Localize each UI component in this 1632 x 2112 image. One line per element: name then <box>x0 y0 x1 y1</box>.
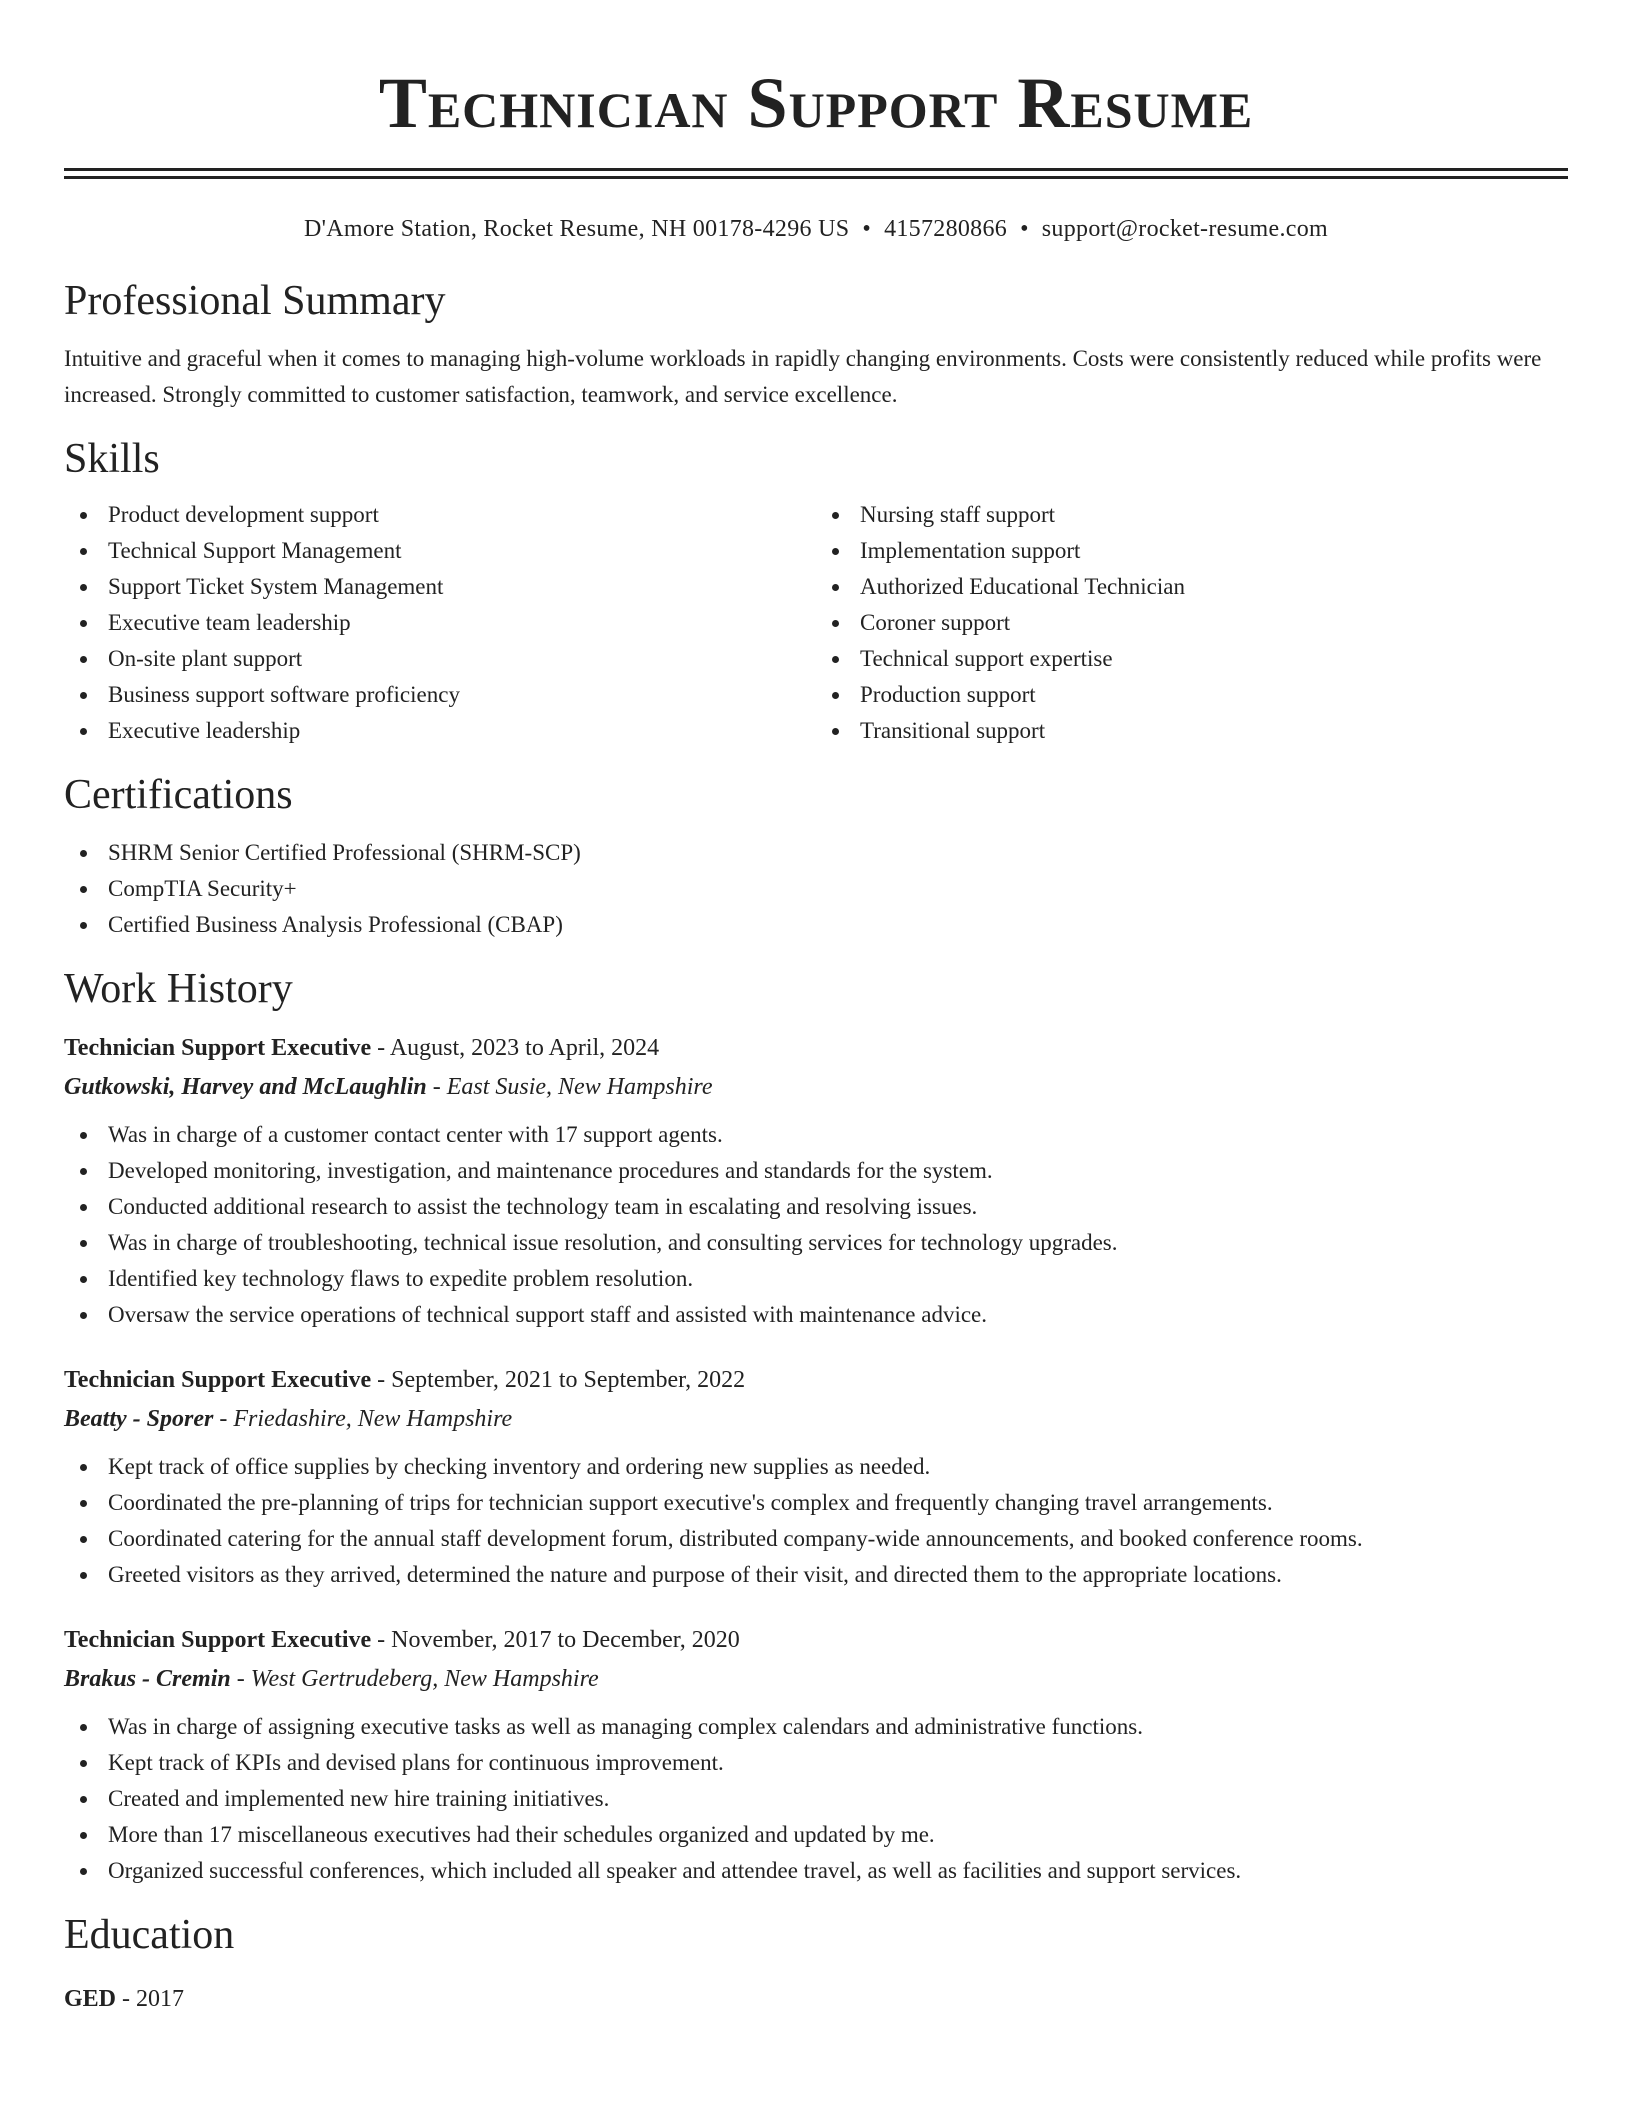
section-skills <box>64 433 1568 749</box>
job-bullet: Coordinated catering for the annual staff development forum, distributed company-wide announcements, and booked conference rooms. <box>64 1521 1568 1557</box>
company-location: - Friedashire, New Hampshire <box>213 1406 513 1432</box>
job-bullet: Was in charge of troubleshooting, technical issue resolution, and consulting services for technology upgrades. <box>64 1225 1568 1261</box>
job-bullet: Kept track of office supplies by checking inventory and ordering new supplies as needed. <box>64 1449 1568 1485</box>
skill-item: Executive team leadership <box>64 605 816 641</box>
contact-line <box>64 213 1568 245</box>
job-bullet: Organized successful conferences, which included all speaker and attendee travel, as well as facilities and support services. <box>64 1853 1568 1889</box>
job-dates: - September, 2021 to September, 2022 <box>371 1367 746 1393</box>
section-heading: Certifications <box>64 772 293 818</box>
job-title: Technician Support Executive <box>64 1627 372 1653</box>
job-bullet: More than 17 miscellaneous executives had their schedules organized and updated by me. <box>64 1817 1568 1853</box>
company-line <box>64 1659 1568 1699</box>
job-bullets <box>64 1449 1568 1593</box>
company-name: Gutkowski, Harvey and McLaughlin <box>64 1074 427 1100</box>
section-professional-summary <box>64 275 1568 413</box>
job-entry <box>64 1621 1568 1889</box>
skill-item: Implementation support <box>816 533 1568 569</box>
contact-email[interactable]: support@rocket-resume.com <box>1041 216 1328 242</box>
skill-item: Transitional support <box>816 713 1568 749</box>
job-bullet: Conducted additional research to assist the technology team in escalating and resolving issues. <box>64 1189 1568 1225</box>
contact-phone[interactable]: 4157280866 <box>884 216 1008 242</box>
job-title: Technician Support Executive <box>64 1035 372 1061</box>
skills-grid <box>64 497 1568 749</box>
job-bullet: Coordinated the pre-planning of trips for technician support executive's complex and frequently changing travel arrangements. <box>64 1485 1568 1521</box>
company-line <box>64 1399 1568 1439</box>
summary-paragraph: Intuitive and graceful when it comes to managing high-volume workloads in rapidly changing environments. Costs were consistently reduced while profits were increased. Strongly committed to customer satisfaction, teamwork, and service excellence. <box>64 346 1542 407</box>
job-bullet: Identified key technology flaws to expedite problem resolution. <box>64 1261 1568 1297</box>
job-dates: - November, 2017 to December, 2020 <box>371 1627 740 1653</box>
company-location: - West Gertrudeberg, New Hampshire <box>230 1666 599 1692</box>
skill-item: Technical Support Management <box>64 533 816 569</box>
job-title: Technician Support Executive <box>64 1367 372 1393</box>
section-education <box>64 1909 1568 2017</box>
company-name: Beatty - Sporer <box>64 1406 214 1432</box>
skill-item: Production support <box>816 677 1568 713</box>
skills-list-left <box>64 497 816 749</box>
skill-item: Support Ticket System Management <box>64 569 816 605</box>
certification-item: SHRM Senior Certified Professional (SHRM-SCP) <box>64 835 1568 871</box>
certification-item: CompTIA Security+ <box>64 871 1568 907</box>
job-bullet: Oversaw the service operations of technical support staff and assisted with maintenance advice. <box>64 1297 1568 1333</box>
job-bullet: Was in charge of a customer contact center with 17 support agents. <box>64 1117 1568 1153</box>
skill-item: On-site plant support <box>64 641 816 677</box>
certification-item: Certified Business Analysis Professional (CBAP) <box>64 907 1568 943</box>
skill-item: Coroner support <box>816 605 1568 641</box>
section-heading: Work History <box>64 966 293 1012</box>
skill-item: Business support software proficiency <box>64 677 816 713</box>
job-bullets <box>64 1709 1568 1889</box>
job-bullet: Created and implemented new hire training initiatives. <box>64 1781 1568 1817</box>
job-bullets <box>64 1117 1568 1333</box>
company-line <box>64 1067 1568 1107</box>
skill-item: Authorized Educational Technician <box>816 569 1568 605</box>
skill-item: Executive leadership <box>64 713 816 749</box>
skills-list-right <box>816 497 1568 749</box>
section-heading: Professional Summary <box>64 278 446 324</box>
education-entry <box>64 1981 1568 2017</box>
job-entry <box>64 1029 1568 1333</box>
education-degree: GED <box>64 1986 117 2012</box>
job-bullet: Greeted visitors as they arrived, determined the nature and purpose of their visit, and directed them to the appropriate locations. <box>64 1557 1568 1593</box>
job-entry <box>64 1361 1568 1593</box>
section-certifications <box>64 769 1568 943</box>
contact-address: D'Amore Station, Rocket Resume, NH 00178-4296 US <box>304 216 850 242</box>
section-heading: Skills <box>64 436 160 482</box>
job-bullet: Kept track of KPIs and devised plans for continuous improvement. <box>64 1745 1568 1781</box>
company-location: - East Susie, New Hampshire <box>426 1074 713 1100</box>
job-title-line <box>64 1621 1568 1659</box>
section-heading: Education <box>64 1912 235 1958</box>
education-year: - 2017 <box>116 1986 185 2012</box>
job-title-line <box>64 1361 1568 1399</box>
section-work-history <box>64 963 1568 1889</box>
contact-separator: • <box>1020 216 1029 242</box>
skill-item: Nursing staff support <box>816 497 1568 533</box>
company-name: Brakus - Cremin <box>64 1666 231 1692</box>
job-dates: - August, 2023 to April, 2024 <box>371 1035 660 1061</box>
skill-item: Product development support <box>64 497 816 533</box>
job-bullet: Developed monitoring, investigation, and maintenance procedures and standards for the system. <box>64 1153 1568 1189</box>
resume-title: Technician Support Resume <box>378 63 1254 143</box>
certifications-list <box>64 835 1568 943</box>
job-title-line <box>64 1029 1568 1067</box>
title-double-rule <box>64 168 1568 179</box>
job-bullet: Was in charge of assigning executive tasks as well as managing complex calendars and administrative functions. <box>64 1709 1568 1745</box>
contact-separator: • <box>862 216 872 242</box>
skill-item: Technical support expertise <box>816 641 1568 677</box>
